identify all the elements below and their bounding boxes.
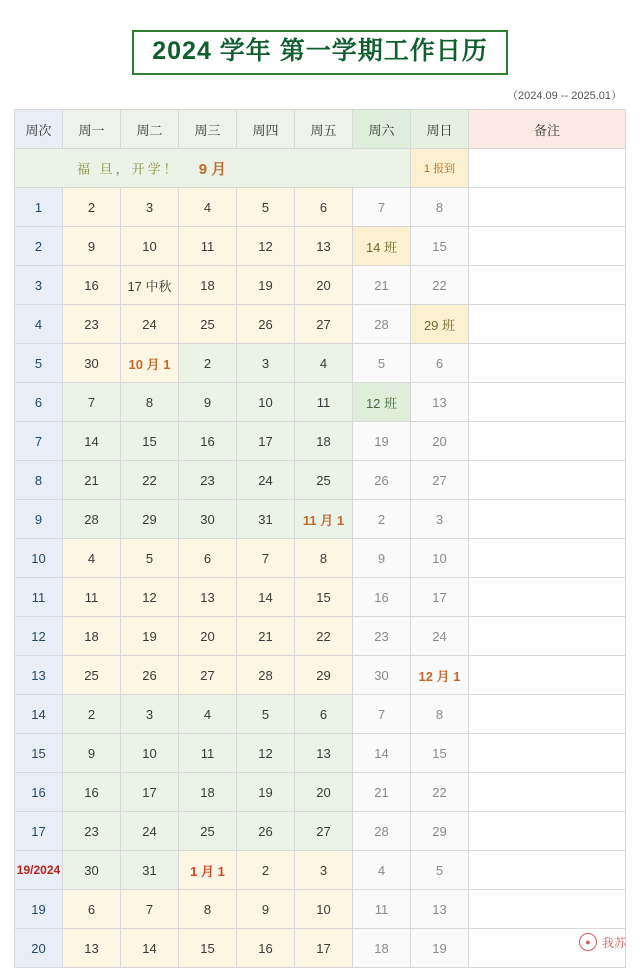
day-sat: 14 班 <box>353 227 411 266</box>
note-cell <box>469 149 626 188</box>
day-tue: 22 <box>121 461 179 500</box>
note-cell <box>469 344 626 383</box>
week-number: 1 <box>15 188 63 227</box>
day-tue: 17 中秋 <box>121 266 179 305</box>
column-header-sat: 周六 <box>353 110 411 149</box>
day-wed: 9 <box>179 383 237 422</box>
table-header-row <box>15 110 626 149</box>
column-header-sun: 周日 <box>411 110 469 149</box>
day-sat: 26 <box>353 461 411 500</box>
day-mon: 2 <box>63 188 121 227</box>
day-wed: 11 <box>179 227 237 266</box>
day-thu: 16 <box>237 929 295 968</box>
day-sun: 19 <box>411 929 469 968</box>
day-mon: 14 <box>63 422 121 461</box>
table-row <box>15 500 626 539</box>
table-row <box>15 773 626 812</box>
day-mon: 6 <box>63 890 121 929</box>
day-mon: 30 <box>63 851 121 890</box>
day-wed: 6 <box>179 539 237 578</box>
week-number: 7 <box>15 422 63 461</box>
day-thu: 19 <box>237 266 295 305</box>
day-fri: 13 <box>295 227 353 266</box>
day-fri: 8 <box>295 539 353 578</box>
day-thu: 3 <box>237 344 295 383</box>
week-number: 12 <box>15 617 63 656</box>
day-sun: 5 <box>411 851 469 890</box>
day-sat: 18 <box>353 929 411 968</box>
page-title: 2024 学年 第一学期工作日历 <box>132 30 508 75</box>
note-cell <box>469 500 626 539</box>
week-number: 4 <box>15 305 63 344</box>
week-number: 20 <box>15 929 63 968</box>
note-cell <box>469 539 626 578</box>
day-fri: 20 <box>295 773 353 812</box>
day-tue: 14 <box>121 929 179 968</box>
day-thu: 26 <box>237 812 295 851</box>
day-tue: 3 <box>121 695 179 734</box>
day-thu: 28 <box>237 656 295 695</box>
day-fri: 4 <box>295 344 353 383</box>
day-tue: 10 月 1 <box>121 344 179 383</box>
day-wed: 4 <box>179 695 237 734</box>
day-thu: 12 <box>237 227 295 266</box>
day-tue: 5 <box>121 539 179 578</box>
day-fri: 27 <box>295 305 353 344</box>
banner-row <box>15 149 626 188</box>
day-tue: 12 <box>121 578 179 617</box>
column-header-note: 备注 <box>469 110 626 149</box>
page-subtitle: （2024.09 -- 2025.01） <box>507 90 622 102</box>
day-sat: 21 <box>353 266 411 305</box>
day-fri: 11 <box>295 383 353 422</box>
table-row <box>15 227 626 266</box>
day-tue: 26 <box>121 656 179 695</box>
day-sun: 15 <box>411 734 469 773</box>
week-number: 9 <box>15 500 63 539</box>
day-sun: 17 <box>411 578 469 617</box>
note-cell <box>469 266 626 305</box>
week-number: 11 <box>15 578 63 617</box>
day-thu: 2 <box>237 851 295 890</box>
day-wed: 27 <box>179 656 237 695</box>
week-number: 3 <box>15 266 63 305</box>
day-wed: 1 月 1 <box>179 851 237 890</box>
banner-cell <box>15 149 411 188</box>
day-wed: 16 <box>179 422 237 461</box>
day-sat: 4 <box>353 851 411 890</box>
note-cell <box>469 305 626 344</box>
day-tue: 10 <box>121 227 179 266</box>
day-wed: 20 <box>179 617 237 656</box>
day-sun: 22 <box>411 266 469 305</box>
day-sat: 28 <box>353 812 411 851</box>
day-wed: 8 <box>179 890 237 929</box>
day-sat: 7 <box>353 695 411 734</box>
note-cell <box>469 383 626 422</box>
banner-left-text: 福 旦，开学！ <box>77 161 180 177</box>
day-thu: 19 <box>237 773 295 812</box>
column-header-wed: 周三 <box>179 110 237 149</box>
day-wed: 2 <box>179 344 237 383</box>
day-sat: 7 <box>353 188 411 227</box>
day-wed: 11 <box>179 734 237 773</box>
day-sun: 12 月 1 <box>411 656 469 695</box>
day-mon: 16 <box>63 266 121 305</box>
day-thu: 24 <box>237 461 295 500</box>
note-cell <box>469 773 626 812</box>
table-row <box>15 890 626 929</box>
day-wed: 15 <box>179 929 237 968</box>
day-fri: 17 <box>295 929 353 968</box>
day-mon: 16 <box>63 773 121 812</box>
day-thu: 10 <box>237 383 295 422</box>
day-wed: 25 <box>179 305 237 344</box>
day-sun: 13 <box>411 890 469 929</box>
day-sun: 6 <box>411 344 469 383</box>
day-sun: 8 <box>411 188 469 227</box>
table-row <box>15 383 626 422</box>
note-cell <box>469 227 626 266</box>
week-number: 14 <box>15 695 63 734</box>
day-fri: 6 <box>295 188 353 227</box>
table-row <box>15 344 626 383</box>
day-thu: 5 <box>237 695 295 734</box>
day-sat: 12 班 <box>353 383 411 422</box>
banner-sunday-cell: 1 报到 <box>411 149 469 188</box>
table-row <box>15 266 626 305</box>
day-mon: 25 <box>63 656 121 695</box>
day-mon: 23 <box>63 305 121 344</box>
day-thu: 12 <box>237 734 295 773</box>
table-row <box>15 578 626 617</box>
day-wed: 23 <box>179 461 237 500</box>
week-number: 19/2024 <box>15 851 63 890</box>
day-thu: 17 <box>237 422 295 461</box>
day-wed: 18 <box>179 266 237 305</box>
day-sun: 3 <box>411 500 469 539</box>
day-sun: 24 <box>411 617 469 656</box>
calendar-table <box>14 109 626 968</box>
day-fri: 29 <box>295 656 353 695</box>
day-mon: 21 <box>63 461 121 500</box>
day-fri: 22 <box>295 617 353 656</box>
day-sun: 22 <box>411 773 469 812</box>
day-sat: 2 <box>353 500 411 539</box>
day-tue: 7 <box>121 890 179 929</box>
table-row <box>15 188 626 227</box>
day-sun: 10 <box>411 539 469 578</box>
day-fri: 13 <box>295 734 353 773</box>
column-header-tue: 周二 <box>121 110 179 149</box>
week-number: 17 <box>15 812 63 851</box>
table-row <box>15 812 626 851</box>
day-mon: 11 <box>63 578 121 617</box>
week-number: 16 <box>15 773 63 812</box>
note-cell <box>469 695 626 734</box>
day-fri: 10 <box>295 890 353 929</box>
day-sun: 29 <box>411 812 469 851</box>
note-cell <box>469 578 626 617</box>
watermark-label: 我苏 <box>601 935 626 950</box>
day-sat: 30 <box>353 656 411 695</box>
note-cell <box>469 851 626 890</box>
day-mon: 28 <box>63 500 121 539</box>
day-mon: 9 <box>63 734 121 773</box>
table-row <box>15 422 626 461</box>
day-sat: 28 <box>353 305 411 344</box>
day-sat: 14 <box>353 734 411 773</box>
day-tue: 31 <box>121 851 179 890</box>
note-cell <box>469 812 626 851</box>
column-header-fri: 周五 <box>295 110 353 149</box>
column-header-week: 周次 <box>15 110 63 149</box>
note-cell <box>469 461 626 500</box>
column-header-thu: 周四 <box>237 110 295 149</box>
day-tue: 17 <box>121 773 179 812</box>
table-row <box>15 851 626 890</box>
table-row <box>15 656 626 695</box>
day-fri: 27 <box>295 812 353 851</box>
day-wed: 30 <box>179 500 237 539</box>
day-sat: 16 <box>353 578 411 617</box>
day-thu: 9 <box>237 890 295 929</box>
day-wed: 18 <box>179 773 237 812</box>
day-fri: 20 <box>295 266 353 305</box>
day-fri: 18 <box>295 422 353 461</box>
day-sat: 9 <box>353 539 411 578</box>
day-mon: 30 <box>63 344 121 383</box>
day-tue: 10 <box>121 734 179 773</box>
day-mon: 7 <box>63 383 121 422</box>
title-block <box>0 0 640 75</box>
day-tue: 19 <box>121 617 179 656</box>
day-tue: 15 <box>121 422 179 461</box>
week-number: 10 <box>15 539 63 578</box>
day-sun: 27 <box>411 461 469 500</box>
day-thu: 31 <box>237 500 295 539</box>
week-number: 5 <box>15 344 63 383</box>
column-header-mon: 周一 <box>63 110 121 149</box>
note-cell <box>469 890 626 929</box>
day-sat: 21 <box>353 773 411 812</box>
day-fri: 3 <box>295 851 353 890</box>
day-wed: 4 <box>179 188 237 227</box>
day-sun: 15 <box>411 227 469 266</box>
week-number: 2 <box>15 227 63 266</box>
day-thu: 26 <box>237 305 295 344</box>
sina-weibo-icon: ● <box>579 933 597 951</box>
day-sun: 20 <box>411 422 469 461</box>
day-mon: 18 <box>63 617 121 656</box>
week-number: 15 <box>15 734 63 773</box>
week-number: 6 <box>15 383 63 422</box>
table-row <box>15 617 626 656</box>
week-number: 13 <box>15 656 63 695</box>
day-fri: 25 <box>295 461 353 500</box>
note-cell <box>469 734 626 773</box>
note-cell <box>469 188 626 227</box>
table-row <box>15 695 626 734</box>
note-cell <box>469 422 626 461</box>
day-tue: 8 <box>121 383 179 422</box>
day-sun: 8 <box>411 695 469 734</box>
week-number: 8 <box>15 461 63 500</box>
week-number: 19 <box>15 890 63 929</box>
day-sat: 23 <box>353 617 411 656</box>
day-tue: 29 <box>121 500 179 539</box>
day-mon: 4 <box>63 539 121 578</box>
day-mon: 23 <box>63 812 121 851</box>
banner-month-label: 9 月 <box>198 160 227 178</box>
table-row <box>15 734 626 773</box>
note-cell <box>469 656 626 695</box>
note-cell <box>469 617 626 656</box>
day-wed: 25 <box>179 812 237 851</box>
day-thu: 7 <box>237 539 295 578</box>
day-sun: 29 班 <box>411 305 469 344</box>
table-row <box>15 305 626 344</box>
day-thu: 5 <box>237 188 295 227</box>
day-fri: 15 <box>295 578 353 617</box>
day-fri: 6 <box>295 695 353 734</box>
table-row <box>15 929 626 968</box>
day-fri: 11 月 1 <box>295 500 353 539</box>
day-tue: 3 <box>121 188 179 227</box>
day-sun: 13 <box>411 383 469 422</box>
day-tue: 24 <box>121 305 179 344</box>
day-sat: 19 <box>353 422 411 461</box>
day-thu: 21 <box>237 617 295 656</box>
day-mon: 2 <box>63 695 121 734</box>
day-tue: 24 <box>121 812 179 851</box>
table-row <box>15 539 626 578</box>
day-sat: 11 <box>353 890 411 929</box>
watermark <box>579 933 626 951</box>
day-sat: 5 <box>353 344 411 383</box>
day-thu: 14 <box>237 578 295 617</box>
day-mon: 9 <box>63 227 121 266</box>
table-row <box>15 461 626 500</box>
day-wed: 13 <box>179 578 237 617</box>
day-mon: 13 <box>63 929 121 968</box>
